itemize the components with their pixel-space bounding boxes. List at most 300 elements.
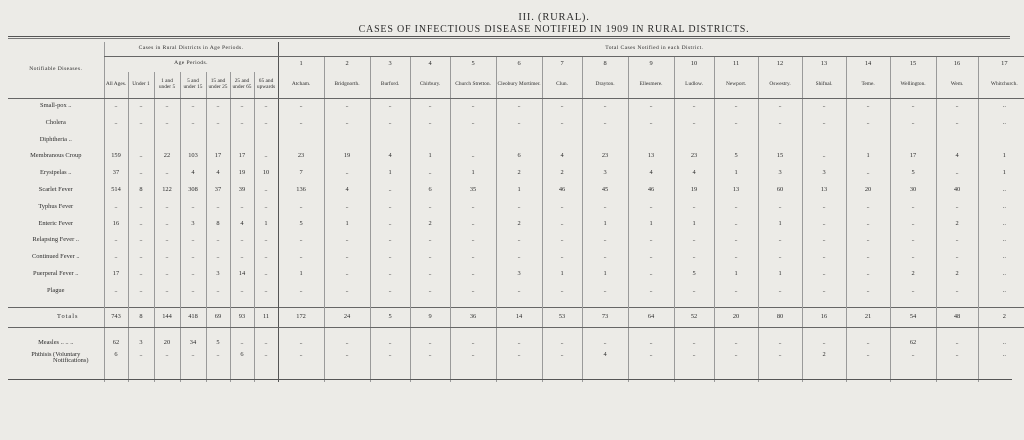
disease-label-text: Enteric Fever (38, 219, 74, 227)
table-cell: .. (890, 115, 936, 132)
table-cell: .. (758, 115, 802, 132)
table-cell: .. (370, 283, 410, 300)
table-cell: .. (542, 216, 582, 233)
table-cell: 64 (628, 308, 674, 328)
table-cell: .. (802, 232, 846, 249)
disease-label (8, 308, 104, 328)
table-cell: 48 (936, 308, 978, 328)
bottom-rule (8, 379, 1012, 380)
disease-label-text: Puerperal Fever .. (33, 270, 79, 277)
table-cell: 23 (674, 148, 714, 165)
table-cell: 13 (714, 182, 758, 199)
table-cell: .. (978, 352, 1024, 382)
table-cell: 3 (758, 165, 802, 182)
table-cell: .. (846, 336, 890, 352)
totals-rows (8, 300, 1024, 328)
table-cell: .. (180, 199, 206, 216)
table-cell: .. (370, 249, 410, 266)
table-row (8, 148, 1024, 165)
spacer-cell (230, 300, 254, 308)
table-cell: .. (450, 98, 496, 115)
table-cell: 93 (230, 308, 254, 328)
top-rule (8, 36, 1010, 37)
table-row (8, 249, 1024, 266)
table-cell: .. (154, 216, 180, 233)
table-cell: .. (758, 232, 802, 249)
disease-label (8, 199, 104, 216)
table-cell: .. (628, 232, 674, 249)
district-name: Teme. (846, 72, 890, 98)
table-cell: .. (978, 115, 1024, 132)
spacer-cell (410, 328, 450, 336)
table-cell: 4 (324, 182, 370, 199)
spacer-cell (370, 300, 410, 308)
table-cell: .. (324, 266, 370, 283)
table-cell: .. (154, 115, 180, 132)
table-cell: .. (278, 283, 324, 300)
table-cell: .. (936, 98, 978, 115)
district-name: Drayton. (582, 72, 628, 98)
table-cell: 122 (154, 182, 180, 199)
spacer-cell (714, 300, 758, 308)
table-cell: .. (890, 249, 936, 266)
table-cell: .. (978, 336, 1024, 352)
table-cell: .. (890, 216, 936, 233)
table-cell: .. (542, 115, 582, 132)
table-cell: 15 (758, 148, 802, 165)
spacer-cell (582, 300, 628, 308)
spacer-cell (324, 300, 370, 308)
spacer-cell (496, 328, 542, 336)
spacer-cell (758, 328, 802, 336)
extra-rows (8, 328, 1024, 382)
district-num: 16 (936, 56, 978, 72)
table-cell: .. (846, 266, 890, 283)
table-cell: .. (370, 182, 410, 199)
disease-label (8, 132, 104, 149)
table-cell: .. (674, 199, 714, 216)
table-cell: 103 (180, 148, 206, 165)
table-cell: 4 (628, 165, 674, 182)
table-cell (582, 132, 628, 149)
table-cell (936, 132, 978, 149)
table-row (8, 336, 1024, 352)
table-cell: .. (128, 249, 154, 266)
table-cell: .. (542, 199, 582, 216)
table-cell: .. (496, 115, 542, 132)
disease-label-text: Totals (56, 313, 79, 321)
table-cell: 21 (846, 308, 890, 328)
table-cell: 5 (278, 216, 324, 233)
table-cell: .. (180, 232, 206, 249)
table-cell: .. (324, 249, 370, 266)
table-cell: .. (324, 232, 370, 249)
table-cell: 2 (890, 266, 936, 283)
table-cell: .. (758, 352, 802, 382)
table-cell: 1 (674, 216, 714, 233)
table-cell: .. (978, 266, 1024, 283)
table-cell: .. (104, 115, 128, 132)
table-cell: 69 (206, 308, 230, 328)
table-cell: .. (104, 98, 128, 115)
spacer-cell (802, 300, 846, 308)
table-cell: 1 (324, 216, 370, 233)
age-col-header: 65 and upwards (254, 72, 278, 98)
district-num: 3 (370, 56, 410, 72)
table-cell: 3 (206, 266, 230, 283)
spacer-cell (450, 300, 496, 308)
table-cell: .. (254, 199, 278, 216)
district-name: Whitchurch. (978, 72, 1024, 98)
spacer-cell (496, 300, 542, 308)
spacer-cell (978, 328, 1024, 336)
table-cell: .. (846, 283, 890, 300)
table-cell: 4 (206, 165, 230, 182)
table-cell: .. (410, 115, 450, 132)
table-cell: 5 (714, 148, 758, 165)
table-cell: .. (936, 232, 978, 249)
district-name: Oswestry. (758, 72, 802, 98)
table-cell: 60 (758, 182, 802, 199)
table-cell: 1 (582, 266, 628, 283)
table-cell: .. (154, 283, 180, 300)
table-row (8, 266, 1024, 283)
table-cell (496, 132, 542, 149)
table-cell: .. (128, 199, 154, 216)
table-cell: .. (936, 352, 978, 382)
table-cell: 6 (230, 352, 254, 382)
table-cell: .. (230, 115, 254, 132)
spacer-row (8, 328, 1024, 336)
table-cell: .. (496, 199, 542, 216)
table-cell (542, 132, 582, 149)
disease-table (8, 42, 1024, 382)
table-cell: .. (714, 249, 758, 266)
table-cell: .. (324, 283, 370, 300)
spacer-cell (802, 328, 846, 336)
spacer-cell (628, 300, 674, 308)
table-cell: 4 (180, 165, 206, 182)
table-cell: .. (978, 182, 1024, 199)
table-cell: .. (978, 249, 1024, 266)
table-cell: .. (674, 115, 714, 132)
table-cell: .. (180, 115, 206, 132)
table-cell: 19 (674, 182, 714, 199)
table-cell: .. (180, 249, 206, 266)
table-cell: .. (758, 98, 802, 115)
table-cell (104, 132, 128, 149)
spacer-cell (8, 300, 104, 308)
table-cell: 34 (180, 336, 206, 352)
spacer-cell (410, 300, 450, 308)
table-cell: .. (542, 336, 582, 352)
table-cell: 14 (230, 266, 254, 283)
table-cell: .. (978, 283, 1024, 300)
table-cell: 53 (542, 308, 582, 328)
table-cell: .. (450, 336, 496, 352)
table-cell: .. (542, 232, 582, 249)
table-row (8, 216, 1024, 233)
table-cell: .. (890, 352, 936, 382)
table-cell: .. (410, 165, 450, 182)
table-cell: .. (370, 336, 410, 352)
age-col-header: All Ages. (104, 72, 128, 98)
disease-label (8, 148, 104, 165)
table-cell: .. (128, 232, 154, 249)
table-cell: .. (846, 115, 890, 132)
table-cell: .. (978, 232, 1024, 249)
table-row (8, 283, 1024, 300)
table-cell: .. (410, 283, 450, 300)
disease-label-text: Phthisis (Voluntary (31, 351, 81, 358)
spacer-cell (714, 328, 758, 336)
table-cell: 4 (936, 148, 978, 165)
table-row (8, 165, 1024, 182)
table-cell: .. (582, 249, 628, 266)
table-cell: .. (542, 283, 582, 300)
table-cell: .. (714, 336, 758, 352)
table-cell: .. (370, 266, 410, 283)
disease-label-text: Diphtheria .. (39, 135, 72, 143)
table-cell: 40 (936, 182, 978, 199)
table-cell: 20 (846, 182, 890, 199)
table-cell: .. (890, 283, 936, 300)
table-cell: .. (714, 232, 758, 249)
table-cell (324, 132, 370, 149)
table-cell: 1 (846, 148, 890, 165)
table-cell: .. (278, 336, 324, 352)
table-cell: .. (628, 352, 674, 382)
table-cell: .. (758, 249, 802, 266)
table-cell: 1 (714, 266, 758, 283)
table-cell: .. (714, 98, 758, 115)
table-cell: .. (278, 232, 324, 249)
table-cell: 418 (180, 308, 206, 328)
table-cell: 1 (254, 216, 278, 233)
table-cell: 1 (978, 165, 1024, 182)
disease-label (8, 266, 104, 283)
spacer-cell (104, 300, 128, 308)
table-cell: .. (802, 283, 846, 300)
age-periods-header: Age Periods. (104, 56, 278, 72)
table-cell (450, 132, 496, 149)
table-cell: .. (936, 336, 978, 352)
district-num: 5 (450, 56, 496, 72)
table-cell: .. (206, 352, 230, 382)
table-cell: .. (450, 232, 496, 249)
table-row (8, 232, 1024, 249)
table-cell (278, 132, 324, 149)
age-col-header: 5 and under 15 (180, 72, 206, 98)
disease-label (8, 115, 104, 132)
spacer-cell (254, 300, 278, 308)
district-name: Church Stretton. (450, 72, 496, 98)
spacer-cell (230, 328, 254, 336)
table-cell: .. (206, 199, 230, 216)
table-cell: 73 (582, 308, 628, 328)
table-cell: .. (802, 115, 846, 132)
table-cell (254, 132, 278, 149)
table-cell: 39 (230, 182, 254, 199)
table-cell: .. (582, 283, 628, 300)
table-cell: 24 (324, 308, 370, 328)
disease-label (8, 182, 104, 199)
table-cell: .. (254, 115, 278, 132)
district-name: Burford. (370, 72, 410, 98)
disease-label (8, 352, 104, 382)
table-cell: .. (128, 165, 154, 182)
spacer-cell (128, 328, 154, 336)
table-cell: .. (128, 115, 154, 132)
table-cell: .. (758, 336, 802, 352)
district-name: Newport. (714, 72, 758, 98)
table-cell: .. (128, 266, 154, 283)
table-cell: 8 (128, 308, 154, 328)
spacer-cell (324, 328, 370, 336)
table-cell: .. (154, 165, 180, 182)
table-cell: .. (370, 232, 410, 249)
table-cell: .. (230, 232, 254, 249)
table-cell: .. (254, 182, 278, 199)
table-cell: 19 (230, 165, 254, 182)
table-cell: 4 (230, 216, 254, 233)
table-cell: .. (582, 115, 628, 132)
disease-label (8, 98, 104, 115)
table-cell: .. (180, 283, 206, 300)
table-cell: .. (936, 115, 978, 132)
spacer-cell (104, 328, 128, 336)
table-cell: .. (936, 199, 978, 216)
disease-label-text: Continued Fever .. (31, 253, 80, 261)
table-cell: .. (450, 352, 496, 382)
table-cell: .. (802, 249, 846, 266)
table-cell: .. (802, 98, 846, 115)
table-cell: 17 (230, 148, 254, 165)
spacer-cell (978, 300, 1024, 308)
age-col-header: 25 and under 65 (230, 72, 254, 98)
table-cell: .. (410, 266, 450, 283)
table-cell: .. (254, 249, 278, 266)
table-cell: .. (206, 115, 230, 132)
table-cell: 5 (890, 165, 936, 182)
table-cell: 3 (496, 266, 542, 283)
table-cell: 5 (206, 336, 230, 352)
table-cell: 17 (206, 148, 230, 165)
table-cell: .. (104, 283, 128, 300)
table-cell: .. (450, 266, 496, 283)
table-cell: 36 (450, 308, 496, 328)
table-cell: .. (230, 199, 254, 216)
table-cell: 45 (582, 182, 628, 199)
table-cell: .. (674, 352, 714, 382)
table-cell: .. (846, 98, 890, 115)
table-cell: .. (890, 98, 936, 115)
spacer-row (8, 300, 1024, 308)
table-cell: 2 (936, 216, 978, 233)
table-cell: .. (802, 199, 846, 216)
disease-label-text: Relapsing Fever .. (32, 236, 79, 244)
table-cell: .. (496, 232, 542, 249)
table-cell: 8 (206, 216, 230, 233)
spacer-cell (628, 328, 674, 336)
table-cell (370, 132, 410, 149)
table-cell: .. (846, 165, 890, 182)
table-cell: .. (410, 352, 450, 382)
notifiable-diseases-header: Notifiable Diseases. (8, 42, 104, 98)
table-cell (846, 132, 890, 149)
table-cell (230, 132, 254, 149)
table-cell (802, 132, 846, 149)
table-cell: .. (410, 232, 450, 249)
table-cell: .. (714, 352, 758, 382)
district-num: 12 (758, 56, 802, 72)
table-cell: .. (230, 336, 254, 352)
disease-label (8, 249, 104, 266)
table-cell: .. (154, 352, 180, 382)
table-cell: .. (278, 115, 324, 132)
table-cell: .. (496, 98, 542, 115)
table-cell: .. (324, 115, 370, 132)
disease-label-text: Cholera (45, 118, 66, 126)
table-cell: .. (324, 165, 370, 182)
table-cell: .. (230, 98, 254, 115)
table-cell: .. (674, 283, 714, 300)
table-cell: 4 (542, 148, 582, 165)
table-cell (890, 132, 936, 149)
table-cell: 7 (278, 165, 324, 182)
spacer-cell (582, 328, 628, 336)
table-cell: .. (936, 249, 978, 266)
disease-label (8, 336, 104, 352)
table-cell: .. (628, 266, 674, 283)
total-cases-header: Total Cases Notified in each District. (278, 42, 1024, 56)
table-cell: 80 (758, 308, 802, 328)
table-cell: .. (582, 336, 628, 352)
district-num: 2 (324, 56, 370, 72)
table-row (8, 182, 1024, 199)
table-cell: .. (542, 352, 582, 382)
table-cell: .. (628, 115, 674, 132)
table-cell: 4 (582, 352, 628, 382)
spacer-cell (154, 300, 180, 308)
table-cell: .. (542, 98, 582, 115)
table-cell: 3 (582, 165, 628, 182)
top-rule-secondary (8, 38, 1010, 39)
table-cell: 1 (714, 165, 758, 182)
table-cell: 1 (628, 216, 674, 233)
table-cell: 144 (154, 308, 180, 328)
table-cell: 30 (890, 182, 936, 199)
spacer-cell (180, 328, 206, 336)
age-col-header: 1 and under 5 (154, 72, 180, 98)
table-cell: .. (180, 266, 206, 283)
table-cell: .. (254, 283, 278, 300)
table-cell: .. (324, 199, 370, 216)
table-cell: .. (802, 148, 846, 165)
disease-label (8, 165, 104, 182)
table-cell: 1 (496, 182, 542, 199)
table-cell: 1 (582, 216, 628, 233)
table-cell: .. (370, 352, 410, 382)
table-cell (628, 132, 674, 149)
table-cell: .. (714, 199, 758, 216)
table-cell: .. (278, 352, 324, 382)
table-cell: .. (978, 98, 1024, 115)
table-row (8, 115, 1024, 132)
spacer-cell (128, 300, 154, 308)
table-cell: .. (674, 249, 714, 266)
table-cell: 3 (180, 216, 206, 233)
